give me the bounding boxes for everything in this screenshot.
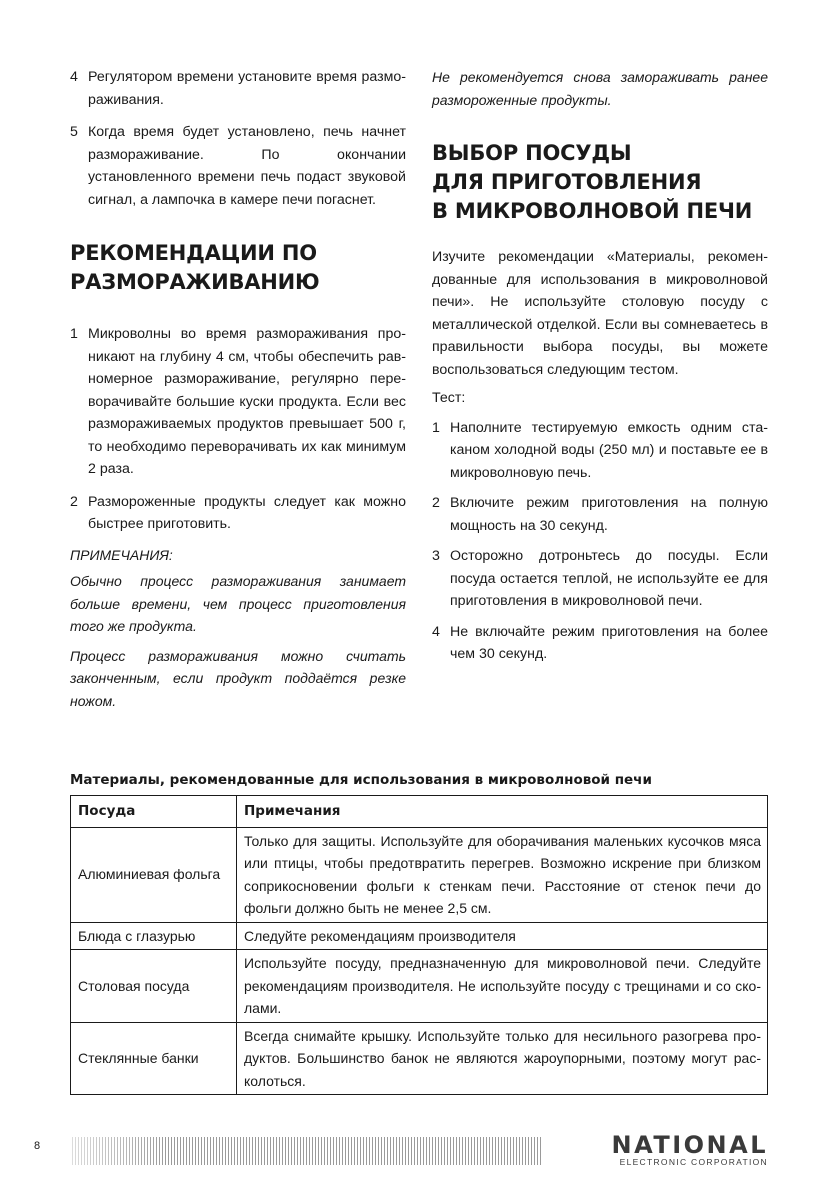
list-item	[432, 417, 768, 485]
item-text: Не включайте режим приготовления на более чем 30 секунд.	[450, 623, 768, 662]
item-text: Микроволны во время размораживания проникают на глубину 4 см, чтобы обеспечить равномерное размораживание, регулярно переворачивайте большие куски продукта. Если вес размораживаемых продуктов превышает 500 г, то необходимо переворачивать их как минимум 2 раза.	[88, 326, 406, 477]
item-text: Осторожно дотроньтесь до посуды. Если посуда остается теплой, не используйте ее для приготовления в микроволновой печи.	[450, 548, 768, 609]
table-header-row	[71, 796, 768, 828]
decorative-pattern	[72, 1137, 542, 1165]
column-header: Посуда	[71, 796, 237, 828]
list-item	[432, 492, 768, 537]
brand-logo	[562, 1133, 768, 1167]
item-number: 1	[432, 419, 440, 436]
item-text: Размороженные продукты следует как можно быстрее приготовить.	[88, 493, 406, 532]
item-text: Включите режим приготовления на полную мощность на 30 секунд.	[450, 495, 768, 534]
list-item	[432, 621, 768, 666]
note-text: Процесс размораживания можно считать законченным, если продукт поддаётся резке ножом.	[70, 647, 406, 709]
item-text: Регулятором времени установите время размораживания.	[88, 69, 406, 108]
table-row	[71, 1022, 768, 1095]
intro-paragraph: Изучите рекомендации «Материалы, рекомендованные для использования в микроволновой печи». Не используйте столовую посуду с металлической отделкой. Если вы сомневаетесь в правильности выбора посуды, вы можете воспользоваться следующим тестом.	[432, 249, 768, 378]
item-number: 1	[70, 326, 78, 342]
table-row	[71, 827, 768, 922]
table-cell-note: Следуйте рекомендациям производителя	[237, 922, 768, 950]
brand-name: NATIONAL	[611, 1131, 768, 1159]
item-number: 2	[70, 493, 78, 510]
list-item	[432, 545, 768, 613]
page-number: 8	[34, 1140, 41, 1152]
item-text: Когда время будет установлено, печь начнет размораживание. По окончании установленного времени печь подаст звуковой сигнал, а лампочка в камере печи погаснет.	[88, 124, 406, 208]
heading-line: В МИКРОВОЛНОВОЙ ПЕЧИ	[432, 199, 753, 223]
table-cell-item: Столовая посуда	[71, 950, 237, 1023]
item-number: 2	[432, 495, 440, 511]
section-heading-cookware	[432, 139, 768, 226]
item-text: Наполните тестируемую емкость одним стаканом холодной воды (250 мл) и поставьте ее в микроволновую печь.	[450, 419, 768, 481]
notes-label: ПРИМЕЧАНИЯ:	[70, 546, 173, 563]
column-header: Примечания	[237, 796, 768, 828]
item-number: 4	[70, 69, 78, 85]
item-number: 5	[70, 124, 78, 140]
heading-line: ВЫБОР ПОСУДЫ	[432, 141, 632, 165]
test-label: Тест:	[432, 390, 466, 406]
heading-line: ДЛЯ ПРИГОТОВЛЕНИЯ	[432, 170, 702, 194]
table-cell-note: Используйте посуду, предназначенную для микроволновой печи. Следуйте рекомендациям производителя. Не используйте посуду с трещинами и со сколами.	[237, 950, 768, 1023]
list-item	[70, 66, 406, 111]
table-row	[71, 922, 768, 950]
section-heading-defrost: РЕКОМЕНДАЦИИ ПО РАЗМОРАЖИВАНИЮ	[70, 241, 320, 294]
table-cell-item: Блюда с глазурью	[71, 922, 237, 950]
item-number: 3	[432, 548, 440, 564]
note-text: Обычно процесс размораживания занимает больше времени, чем процесс приготовления того же продукта.	[70, 573, 406, 634]
table-cell-note: Всегда снимайте крышку. Используйте только для несильного разогрева продуктов. Большинство банок не являются жароупорными, поэтому могут расколоться.	[237, 1022, 768, 1095]
table-cell-item: Стеклянные банки	[71, 1022, 237, 1095]
right-column	[432, 66, 768, 666]
table-cell-item: Алюминиевая фольга	[71, 827, 237, 922]
left-column	[70, 66, 406, 712]
list-item	[70, 323, 406, 481]
item-number: 4	[432, 623, 440, 640]
table-cell-note: Только для защиты. Используйте для оборачивания маленьких кусочков мяса или птицы, чтобы предотвратить перегрев. Возможно искрение при близком соприкосновении фольги к стенкам печи. Расстояние от стенок печи до фольги должно быть не менее 2,5 см.	[237, 827, 768, 922]
table-title: Материалы, рекомендованные для использования в микроволновой печи	[70, 772, 652, 788]
list-item	[70, 121, 406, 211]
table-row	[71, 950, 768, 1023]
materials-table	[70, 795, 768, 1095]
list-item	[70, 491, 406, 536]
brand-subtitle: ELECTRONIC CORPORATION	[619, 1157, 768, 1167]
warning-note: Не рекомендуется снова замораживать ранее размороженные продукты.	[432, 69, 768, 108]
